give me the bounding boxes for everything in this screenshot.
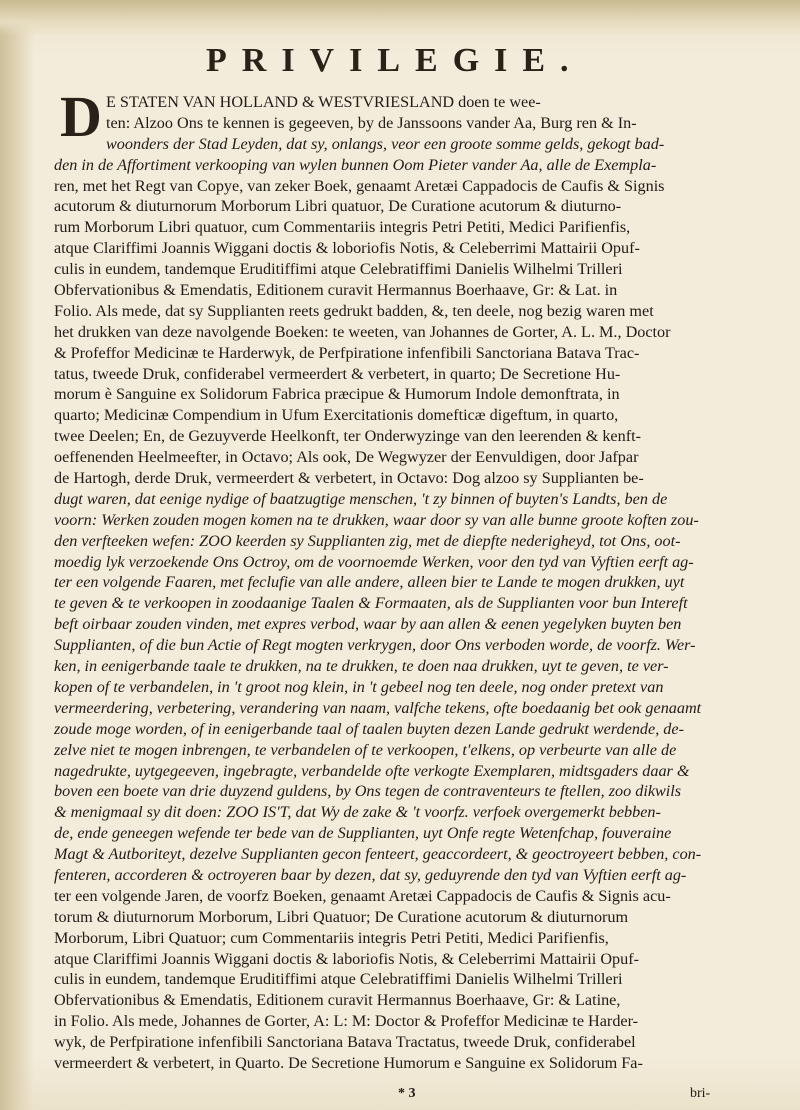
catchword: bri-: [690, 1086, 711, 1101]
text-line: ter een volgende Faaren, met feclufie van alle andere, alleen bier te Lande te mogen drukken, uyt: [54, 573, 685, 592]
text-line: in Folio. Als mede, Johannes de Gorter, A: L: M: Doctor & Profeffor Medicinæ te Harder-: [54, 1012, 639, 1031]
text-line: ten: Alzoo Ons te kennen is gegeeven, by de Janssoons vander Aa, Burg ren & In-: [106, 113, 637, 132]
text-line: vermeerdert & verbetert, in Quarto. De Secretione Humorum e Sanguine ex Solidorum Fa-: [54, 1053, 643, 1072]
text-line: moedig lyk verzoekende Ons Octroy, om de voornoemde Werken, voor den tyd van Vyftien eerft ag-: [54, 552, 694, 571]
text-line: te geven & te verkoopen in zoodaanige Taalen & Formaaten, als de Supplianten voor bun Intereft: [54, 594, 688, 613]
text-line: den in de Affortiment verkooping van wylen bunnen Oom Pieter vander Aa, alle de Exempla-: [54, 155, 657, 174]
text-line: beft oirbaar zouden vinden, met expres verbod, waar by aan allen & eenen yegelyken buyten ben: [54, 615, 682, 634]
text-line: de, ende geneegen wefende ter bede van de Supplianten, uyt Onfe regte Wetenfchap, fouveraine: [54, 824, 672, 843]
text-line: den verfteeken wefen: ZOO keerden sy Supplianten zig, met de diepfte nederigheyd, tot Ons, oot-: [54, 531, 681, 550]
text-line: E STATEN VAN HOLLAND & WESTVRIESLAND doen te wee-: [106, 93, 541, 111]
text-line: acutorum & diuturnorum Morborum Libri quatuor, De Curatione acutorum & diuturno-: [54, 197, 622, 216]
drop-cap: D: [60, 84, 102, 149]
text-line: culis in eundem, tandemque Eruditiffimi atque Celebratiffimi Danielis Wilhelmi Trilleri: [54, 970, 623, 989]
text-line: atque Clariffimi Joannis Wiggani doctis & laboriofis Notis, & Celeberrimi Mattairii Opuf-: [54, 949, 639, 968]
text-line: Folio. Als mede, dat sy Supplianten reets gedrukt badden, &, ten deele, nog bezig waren met: [54, 301, 654, 320]
text-line: atque Clariffimi Joannis Wiggani doctis & loboriofis Notis, & Celeberrimi Mattairii Opuf-: [54, 239, 640, 258]
text-line: dugt waren, dat eenige nydige of baatzugtige menschen, 't zy binnen of buyten's Landts, ben de: [54, 489, 668, 508]
text-line: twee Deelen; En, de Gezuyverde Heelkonft, ter Onderwyzinge van den leerenden & kenft-: [54, 427, 641, 446]
text-line: kopen of te verbandelen, in 't groot nog klein, in 't gebeel nog ten deele, nog onder pretext van: [54, 677, 664, 696]
text-line: het drukken van deze navolgende Boeken: te weeten, van Johannes de Gorter, A. L. M., Doctor: [54, 322, 671, 341]
text-line: torum & diuturnorum Morborum, Libri Quatuor; De Curatione acutorum & diuturnorum: [54, 907, 629, 926]
page-edge-left: [0, 0, 34, 1110]
text-line: ren, met het Regt van Copye, van zeker Boek, genaamt Aretæi Cappadocis de Caufis & Signis: [54, 176, 665, 195]
body-text: [54, 84, 766, 1074]
text-line: & menigmaal sy dit doen: ZOO IS'T, dat Wy de zake & 't voorfz. verfoek overgemerkt bebben-: [54, 803, 661, 822]
text-line: woonders der Stad Leyden, dat sy, onlangs, veor een groote somme gelds, gekogt bad-: [106, 134, 665, 153]
text-line: quarto; Medicinæ Compendium in Ufum Exercitationis domefticæ digeftum, in quarto,: [54, 406, 619, 425]
text-line: fenteren, accorderen & octroyeren baar by dezen, dat sy, geduyrende den tyd van Vyftien eerft ag-: [54, 865, 687, 884]
text-line: & Profeffor Medicinæ te Harderwyk, de Perfpiratione infenfibili Sanctoriana Batava Trac-: [54, 343, 640, 362]
text-line: culis in eundem, tandemque Eruditiffimi atque Celebratiffimi Danielis Wilhelmi Trilleri: [54, 260, 623, 279]
text-line: Obfervationibus & Emendatis, Editionem curavit Hermannus Boerhaave, Gr: & Lat. in: [54, 281, 618, 300]
text-line: voorn: Werken zouden mogen komen na te drukken, waar door sy van alle bunne groote koften zou-: [54, 510, 699, 529]
text-line: nagedrukte, uytgegeeven, ingebragte, verbandelde ofte verkogte Exemplaren, midtsgaders daar &: [54, 761, 690, 780]
text-line: vermeerdering, verbetering, verandering van naam, valfche tekens, ofte boedaanig bet ook genaamt: [54, 698, 702, 717]
page-title: PRIVILEGIE.: [206, 42, 584, 79]
text-line: Magt & Autboriteyt, dezelve Supplianten gecon fenteert, geaccordeert, & geoctroyeert bebben, con-: [54, 845, 702, 864]
text-line: morum è Sanguine ex Solidorum Fabrica præcipue & Humorum Indole demonftrata, in: [54, 385, 620, 404]
text-line: ken, in eenigerbande taale te drukken, na te drukken, te doen naa drukken, uyt te geven, te ver-: [54, 657, 669, 676]
text-line: tatus, tweede Druk, confiderabel vermeerdert & verbetert, in quarto; De Secretione Hu-: [54, 364, 621, 383]
text-line: wyk, de Perfpiratione infenfibili Sanctoriana Batava Tractatus, tweede Druk, confiderabel: [54, 1033, 636, 1052]
text-line: de Hartogh, derde Druk, vermeerdert & verbetert, in Octavo: Dog alzoo sy Supplianten be-: [54, 469, 644, 488]
text-line: Morborum, Libri Quatuor; cum Commentariis integris Petri Petiti, Medici Parifienfis,: [54, 928, 609, 947]
text-line: Supplianten, of die bun Actie of Regt mogten verkrygen, door Ons verboden worde, de voorfz. Wer-: [54, 636, 696, 655]
text-line: oeffenenden Heelmeefter, in Octavo; Als ook, De Wegwyzer der Eenvuldigen, door Jafpar: [54, 448, 639, 467]
text-line: ter een volgende Jaren, de voorfz Boeken, genaamt Aretæi Cappadocis de Caufis & Signis acu-: [54, 886, 671, 905]
signature-mark: * 3: [398, 1086, 416, 1101]
page-edge-top: [0, 0, 800, 36]
text-line: Obfervationibus & Emendatis, Editionem curavit Hermannus Boerhaave, Gr: & Latine,: [54, 991, 621, 1010]
text-line: rum Morborum Libri quatuor, cum Commentariis integris Petri Petiti, Medici Parifienfis,: [54, 218, 631, 237]
text-line: zoude moge worden, of in eenigerbande taal of taalen buyten dezen Lande gedrukt werdende, de-: [54, 719, 684, 738]
text-line: zelve niet te mogen inbrengen, te verbandelen of te verkoopen, t'elkens, op verbeurte van alle de: [54, 740, 677, 759]
text-line: boven een boete van drie duyzend guldens, by Ons tegen de contraventeurs te ftellen, zoo dikwils: [54, 782, 682, 801]
